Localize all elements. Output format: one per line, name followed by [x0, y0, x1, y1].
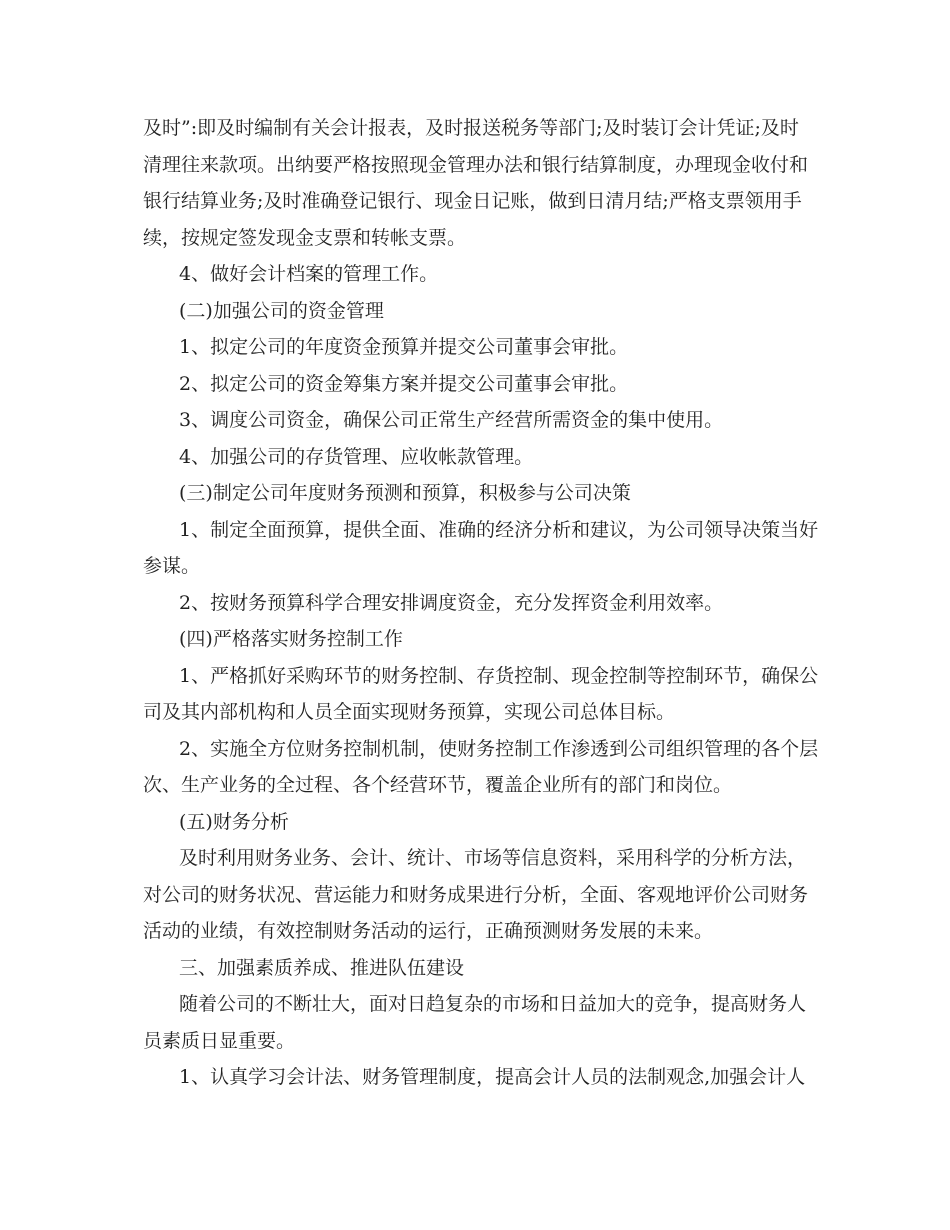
text-line: 续，按规定签发现金支票和转帐支票。 [143, 226, 467, 249]
document-page [143, 110, 823, 1096]
text-line: 2、按财务预算科学合理安排调度资金，充分发挥资金利用效率。 [179, 591, 724, 614]
text-line: (三)制定公司年度财务预测和预算，积极参与公司决策 [179, 482, 631, 504]
text-line: 2、实施全方位财务控制机制，使财务控制工作渗透到公司组织管理的各个层 [179, 737, 819, 760]
paragraph [143, 475, 823, 512]
text-line: 参谋。 [143, 555, 201, 577]
text-line: 司及其内部机构和人员全面实现财务预算，实现公司总体目标。 [143, 701, 676, 723]
text-line: 及时”:即及时编制有关会计报表，及时报送税务等部门;及时装订会计凭证;及时 [143, 117, 799, 139]
text-line: (四)严格落实财务控制工作 [179, 628, 403, 650]
paragraph [143, 731, 823, 804]
text-line: 1、制定全面预算，提供全面、准确的经济分析和建议，为公司领导决策当好 [179, 518, 819, 541]
paragraph [143, 439, 823, 476]
paragraph [143, 256, 823, 293]
paragraph [143, 402, 823, 439]
text-line: 3、调度公司资金，确保公司正常生产经营所需资金的集中使用。 [179, 409, 724, 431]
paragraph [143, 512, 823, 585]
paragraph [143, 986, 823, 1059]
paragraph [143, 658, 823, 731]
text-line: (二)加强公司的资金管理 [179, 299, 384, 322]
text-line: 1、严格抓好采购环节的财务控制、存货控制、现金控制等控制环节，确保公 [179, 664, 819, 687]
text-line: (五)财务分析 [179, 810, 289, 833]
text-line: 银行结算业务;及时准确登记银行、现金日记账，做到日清月结;严格支票领用手 [143, 190, 802, 212]
text-line: 对公司的财务状况、营运能力和财务成果进行分析，全面、客观地评价公司财务 [143, 883, 809, 906]
text-line: 活动的业绩，有效控制财务活动的运行，正确预测财务发展的未来。 [143, 920, 714, 942]
paragraph [143, 329, 823, 366]
text-line: 三、加强素质养成、推进队伍建设 [179, 956, 465, 979]
text-line: 次、生产业务的全过程、各个经营环节，覆盖企业所有的部门和岗位。 [143, 774, 733, 796]
text-line: 4、加强公司的存货管理、应收帐款管理。 [179, 445, 534, 468]
text-line: 1、拟定公司的年度资金预算并提交公司董事会审批。 [179, 336, 629, 358]
paragraph [143, 110, 823, 256]
text-line: 4、做好会计档案的管理工作。 [179, 263, 439, 285]
paragraph [143, 585, 823, 622]
text-line: 1、认真学习会计法、财务管理制度，提高会计人员的法制观念,加强会计人 [179, 1066, 806, 1088]
text-line: 2、拟定公司的资金筹集方案并提交公司董事会审批。 [179, 372, 629, 395]
paragraph [143, 840, 823, 950]
paragraph [143, 950, 823, 987]
text-line: 及时利用财务业务、会计、统计、市场等信息资料，采用科学的分析方法， [179, 847, 807, 869]
text-line: 随着公司的不断壮大，面对日趋复杂的市场和日益加大的竞争，提高财务人 [179, 993, 807, 1015]
paragraph [143, 804, 823, 841]
text-line: 清理往来款项。出纳要严格按照现金管理办法和银行结算制度，办理现金收付和 [143, 153, 809, 176]
paragraph [143, 366, 823, 403]
text-line: 员素质日显重要。 [143, 1029, 296, 1052]
paragraph [143, 621, 823, 658]
paragraph [143, 293, 823, 330]
paragraph [143, 1059, 823, 1096]
